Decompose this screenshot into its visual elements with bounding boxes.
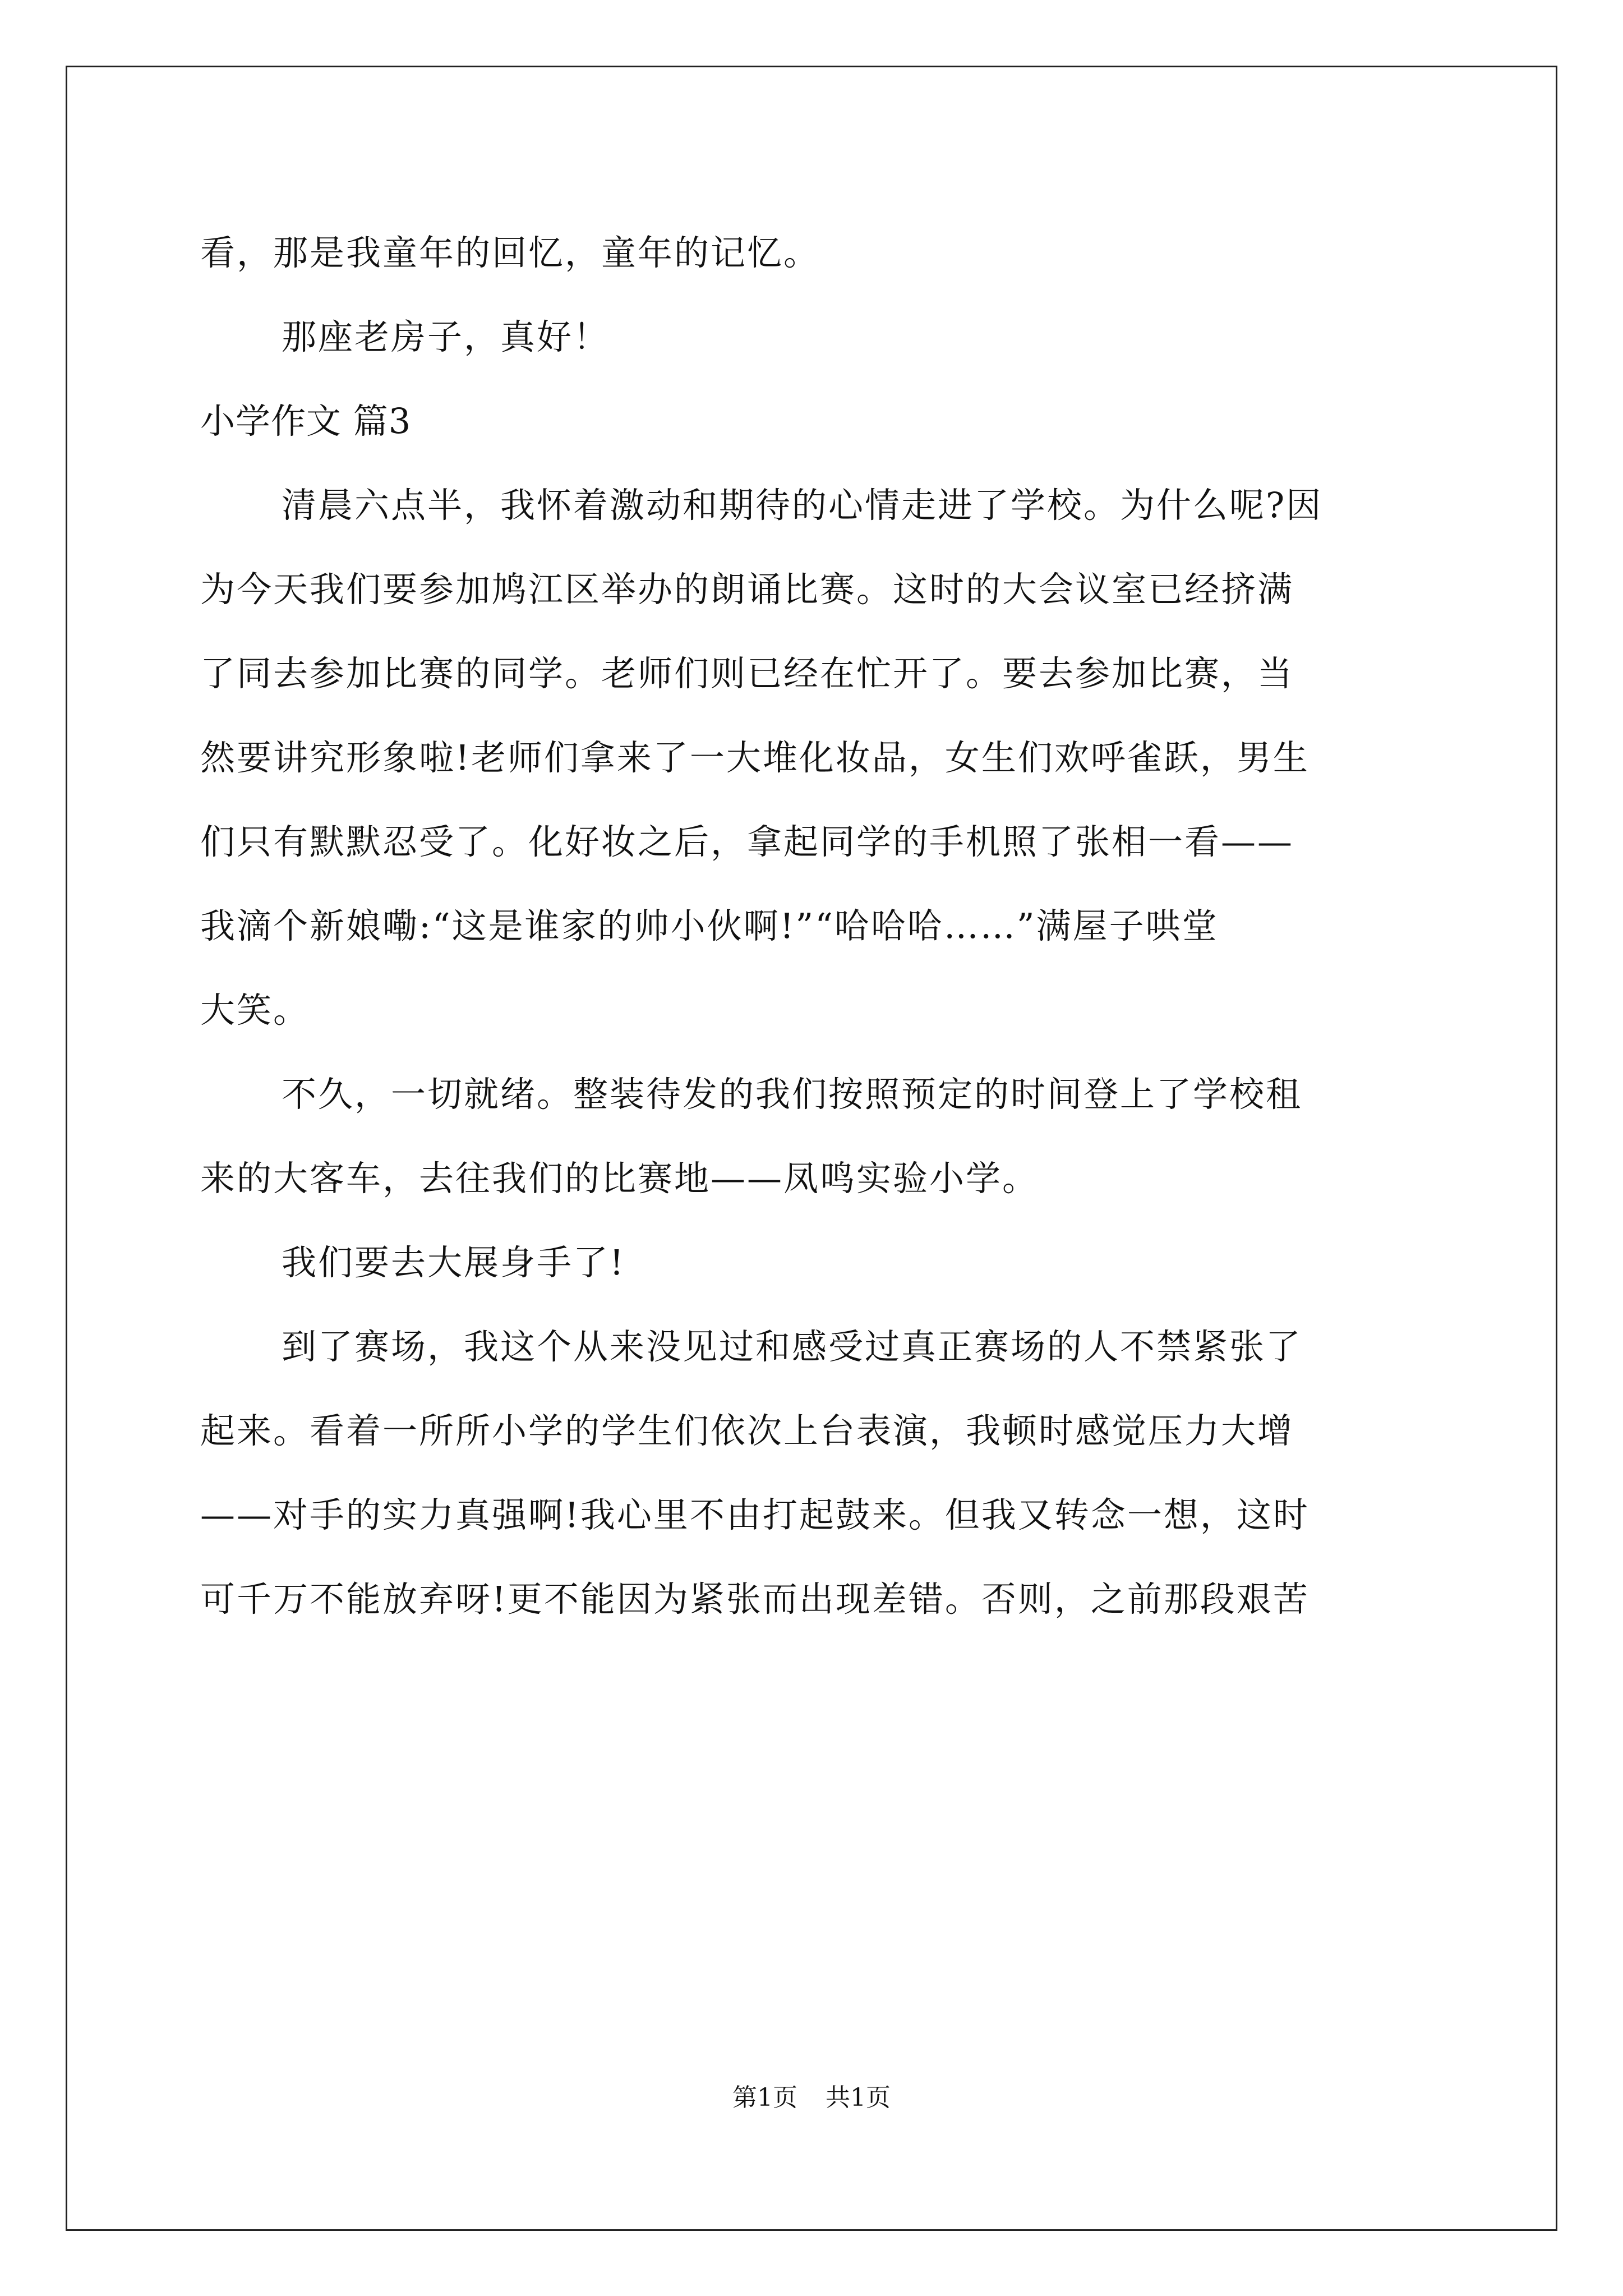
body-line: 不久，一切就绪。整装待发的我们按照预定的时间登上了学校租 [282,1074,1303,1115]
body-line: 了同去参加比赛的同学。老师们则已经在忙开了。要去参加比赛，当 [200,653,1294,694]
body-line: 我们要去大展身手了! [282,1242,625,1283]
body-line: 来的大客车，去往我们的比赛地——凤鸣实验小学。 [200,1158,1039,1199]
body-line: 起来。看着一所所小学的学生们依次上台表演，我顿时感觉压力大增 [200,1410,1294,1451]
body-line: 看，那是我童年的回忆，童年的记忆。 [200,232,820,273]
body-line: ——对手的实力真强啊!我心里不由打起鼓来。但我又转念一想，这时 [200,1494,1310,1535]
body-line: 然要讲究形象啦!老师们拿来了一大堆化妆品，女生们欢呼雀跃，男生 [200,737,1310,778]
body-line: 们只有默默忍受了。化好妆之后，拿起同学的手机照了张相一看—— [200,821,1294,862]
page-footer [0,2083,1623,2112]
body-line: 清晨六点半，我怀着激动和期待的心情走进了学校。为什么呢?因 [282,485,1323,526]
page-number-total: 共1页 [826,2083,891,2112]
section-heading: 小学作文 篇3 [200,401,412,441]
page-number-current: 第1页 [732,2083,797,2112]
body-line: 大笑。 [200,990,310,1030]
page-border [66,66,1557,2231]
body-line: 那座老房子，真好！ [282,316,610,357]
body-line: 到了赛场，我这个从来没见过和感受过真正赛场的人不禁紧张了 [282,1326,1303,1367]
body-line: 我滴个新娘嘞:“这是谁家的帅小伙啊!”“哈哈哈……”满屋子哄堂 [200,905,1219,946]
body-line: 可千万不能放弃呀!更不能因为紧张而出现差错。否则，之前那段艰苦 [200,1579,1310,1619]
body-line: 为今天我们要参加鸠江区举办的朗诵比赛。这时的大会议室已经挤满 [200,569,1294,610]
